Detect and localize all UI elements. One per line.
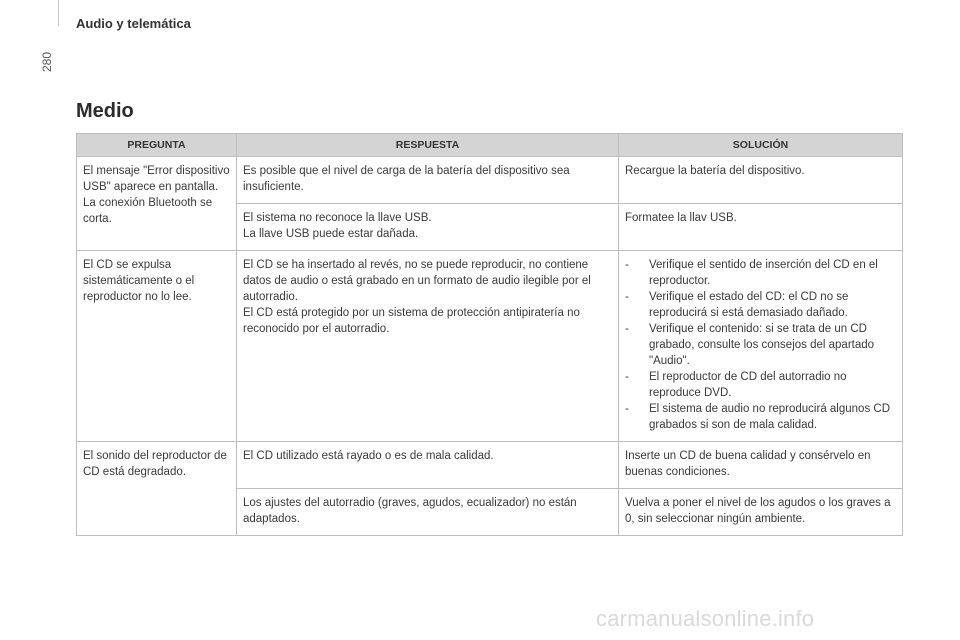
solution-text: Vuelva a poner el nivel de los agudos o los graves a 0, sin seleccionar ningún ambiente.	[625, 497, 891, 525]
dash-bullet: -	[625, 291, 629, 303]
list-item	[625, 321, 896, 369]
dash-bullet: -	[625, 259, 629, 271]
page-number: 280	[40, 51, 54, 72]
column-header-solution: SOLUCIÓN	[619, 134, 903, 157]
table-header-row	[77, 134, 903, 157]
list-item-text: Verifique el estado del CD: el CD no se reproducirá si está demasiado dañado.	[649, 291, 849, 319]
answer-text: Los ajustes del autorradio (graves, agudos, ecualizador) no están adaptados.	[243, 497, 577, 525]
column-header-question: PREGUNTA	[77, 134, 237, 157]
question-text: El sonido del reproductor de CD está degradado.	[83, 450, 227, 478]
solution-cell	[619, 251, 903, 442]
solution-list	[625, 257, 896, 433]
list-item	[625, 401, 896, 433]
watermark: carmanualsonline.info	[596, 606, 815, 631]
list-item-text: Verifique el contenido: si se trata de un CD grabado, consulte los consejos del apartado "Audio".	[649, 323, 875, 367]
list-item-text: El sistema de audio no reproducirá algunos CD grabados si son de mala calidad.	[649, 403, 890, 431]
answer-text: El CD se ha insertado al revés, no se puede reproducir, no contiene datos de audio o está grabado en un formato de audio ilegible por el autorradio.	[243, 259, 591, 303]
table-row	[77, 251, 903, 442]
list-item	[625, 257, 896, 289]
solution-cell	[619, 204, 903, 251]
answer-cell	[237, 251, 619, 442]
answer-text: El CD utilizado está rayado o es de mala calidad.	[243, 450, 494, 462]
question-cell	[77, 251, 237, 442]
solution-text: Recargue la batería del dispositivo.	[625, 165, 805, 177]
dash-bullet: -	[625, 403, 629, 415]
answer-text: La llave USB puede estar dañada.	[243, 228, 419, 240]
solution-cell	[619, 442, 903, 489]
list-item	[625, 289, 896, 321]
chapter-title: Audio y telemática	[76, 16, 191, 31]
solution-text: Formatee la llav USB.	[625, 212, 737, 224]
list-item-text: El reproductor de CD del autorradio no reproduce DVD.	[649, 371, 847, 399]
answer-cell	[237, 442, 619, 489]
answer-cell	[237, 489, 619, 536]
solution-cell	[619, 489, 903, 536]
answer-text: Es posible que el nivel de carga de la batería del dispositivo sea insuficiente.	[243, 165, 570, 193]
solution-cell	[619, 157, 903, 204]
question-text: El CD se expulsa sistemáticamente o el reproductor no lo lee.	[83, 259, 195, 303]
dash-bullet: -	[625, 371, 629, 383]
answer-text: El sistema no reconoce la llave USB.	[243, 212, 432, 224]
section-title: Medio	[76, 100, 134, 122]
question-text: La conexión Bluetooth se corta.	[83, 197, 213, 225]
table-row	[77, 157, 903, 204]
solution-text: Inserte un CD de buena calidad y consérvelo en buenas condiciones.	[625, 450, 871, 478]
header-divider	[58, 0, 59, 26]
question-cell	[77, 157, 237, 251]
answer-text: El CD está protegido por un sistema de protección antipiratería no reconocido por el autorradio.	[243, 307, 580, 335]
list-item	[625, 369, 896, 401]
table-row	[77, 442, 903, 489]
answer-cell	[237, 157, 619, 204]
question-text: El mensaje "Error dispositivo USB" aparece en pantalla.	[83, 165, 230, 193]
dash-bullet: -	[625, 323, 629, 335]
list-item-text: Verifique el sentido de inserción del CD en el reproductor.	[649, 259, 878, 287]
troubleshooting-table	[76, 133, 903, 536]
column-header-answer: RESPUESTA	[237, 134, 619, 157]
answer-cell	[237, 204, 619, 251]
question-cell	[77, 442, 237, 536]
